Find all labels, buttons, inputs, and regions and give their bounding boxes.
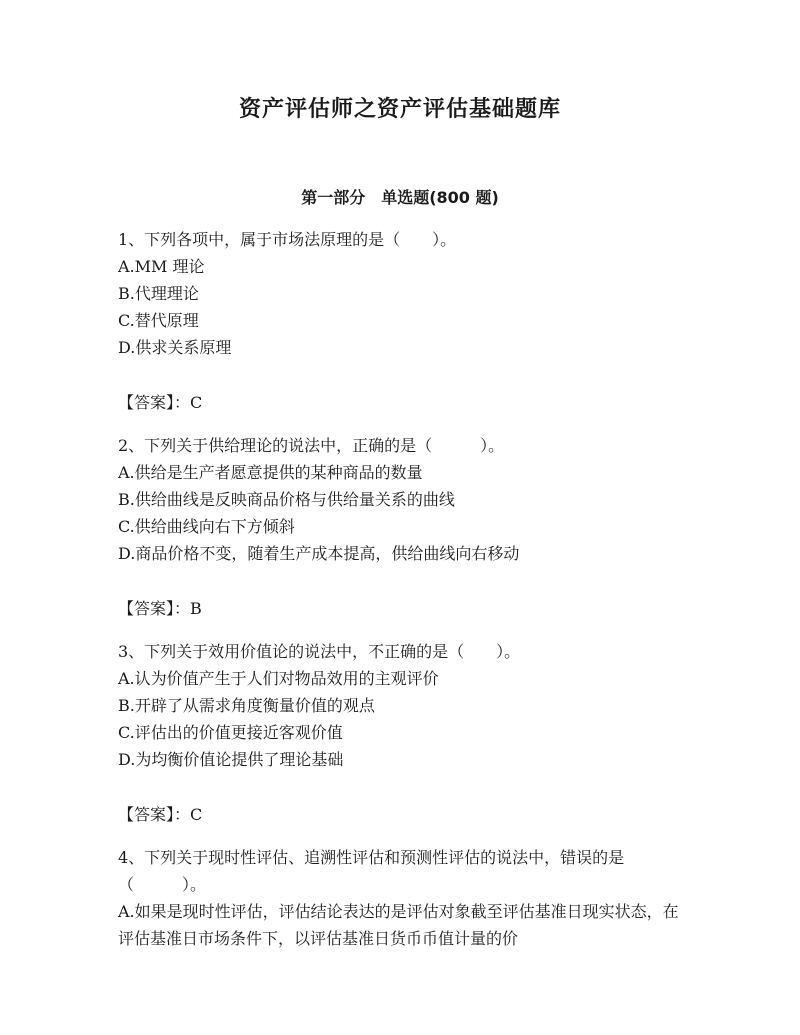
question-4 [118,844,688,952]
option-a: A.认为价值产生于人们对物品效用的主观评价 [118,669,439,688]
option-a: A.MM 理论 [118,257,205,276]
option-c: C.评估出的价值更接近客观价值 [118,723,343,742]
question-3 [118,638,688,828]
option-b: B.代理理论 [118,284,199,303]
answer-line: 【答案】：B [118,599,202,618]
option-b: B.开辟了从需求角度衡量价值的观点 [118,696,375,715]
option-a: A.如果是现时性评估，评估结论表达的是评估对象截至评估基准日现实状态，在评估基准日市场条件下，以评估基准日货币币值计量的价 [118,902,679,948]
option-c: C.供给曲线向右下方倾斜 [118,517,295,536]
document-title: 资产评估师之资产评估基础题库 [238,97,561,122]
question-stem: 1、下列各项中，属于市场法原理的是（ ）。 [118,230,457,249]
option-a: A.供给是生产者愿意提供的某种商品的数量 [118,463,423,482]
question-stem: 2、下列关于供给理论的说法中，正确的是（ ）。 [118,436,505,455]
question-list [118,226,688,952]
answer-line: 【答案】：C [118,393,203,412]
option-d: D.供求关系原理 [118,338,232,357]
question-stem: 4、下列关于现时性评估、追溯性评估和预测性评估的说法中，错误的是（ ）。 [118,848,625,894]
question-2 [118,432,688,622]
option-c: C.替代原理 [118,311,199,330]
answer-line: 【答案】：C [118,805,203,824]
option-d: D.商品价格不变，随着生产成本提高，供给曲线向右移动 [118,544,520,563]
option-b: B.供给曲线是反映商品价格与供给量关系的曲线 [118,490,455,509]
section-heading: 第一部分 单选题(800 题) [301,188,499,207]
question-1 [118,226,688,416]
question-stem: 3、下列关于效用价值论的说法中，不正确的是（ ）。 [118,642,521,661]
option-d: D.为均衡价值论提供了理论基础 [118,750,344,769]
